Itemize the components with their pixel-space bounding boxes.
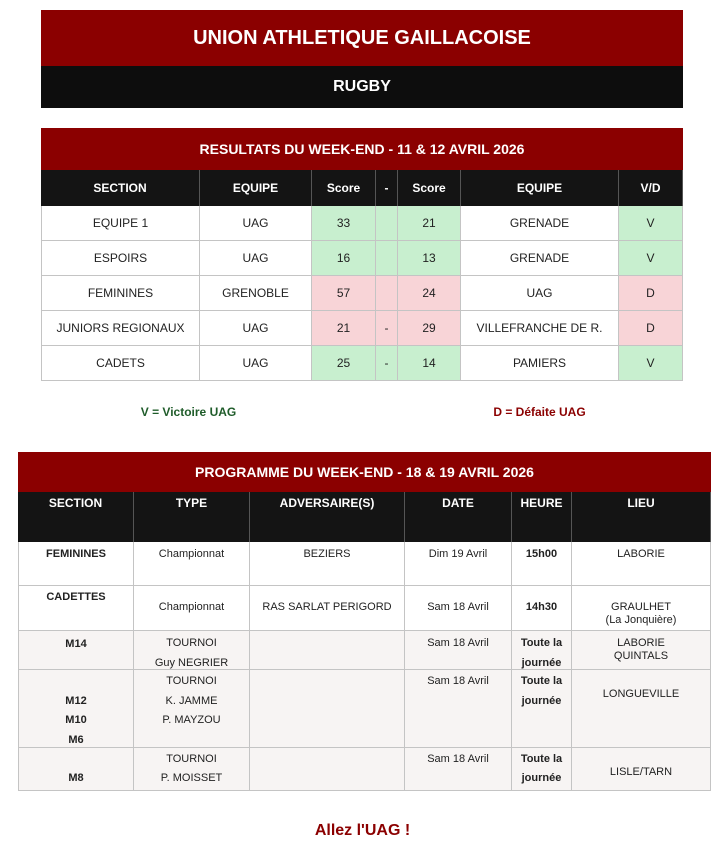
program-header-time: HEURE (512, 492, 572, 542)
program-time-line: journée (521, 772, 562, 784)
program-place-line: LABORIE (617, 548, 665, 560)
results-section-cell: CADETS (41, 346, 200, 381)
program-opponent-cell (250, 586, 405, 631)
legend-loss: D = Défaite UAG (493, 405, 586, 419)
program-type-line: Championnat (158, 548, 225, 560)
program-date-cell (405, 542, 512, 586)
program-section-cell (18, 542, 134, 586)
program-time-line: Toute la (520, 637, 563, 649)
program-time-line: journée (521, 695, 562, 707)
results-result-cell: V (619, 346, 683, 381)
results-result-cell: D (619, 276, 683, 311)
results-result-cell: V (619, 206, 683, 241)
results-result-cell: V (619, 241, 683, 276)
results-home-team-cell: GRENOBLE (200, 276, 312, 311)
program-section-cell (18, 748, 134, 791)
results-header-home-score: Score (312, 170, 376, 206)
program-time-cell (512, 670, 572, 748)
program-time-cell (512, 631, 572, 670)
results-home-team-cell: UAG (200, 346, 312, 381)
results-header-separator: - (376, 170, 398, 206)
results-home-team-cell: UAG (200, 241, 312, 276)
program-place-line: (La Jonquière) (605, 614, 677, 626)
sport-title: RUGBY (41, 66, 683, 108)
results-away-team-cell: VILLEFRANCHE DE R. (461, 311, 619, 346)
program-type-line: K. JAMME (165, 695, 218, 707)
results-away-score-cell: 13 (398, 241, 461, 276)
results-section-cell: FEMININES (41, 276, 200, 311)
program-header-section: SECTION (18, 492, 134, 542)
program-date-line: Sam 18 Avril (427, 675, 489, 687)
program-opponent-cell (250, 542, 405, 586)
program-header-date: DATE (405, 492, 512, 542)
program-type-cell (134, 670, 250, 748)
results-away-team-cell: GRENADE (461, 206, 619, 241)
program-place-line: QUINTALS (613, 650, 669, 662)
program-date-line: Sam 18 Avril (427, 601, 489, 613)
results-section-cell: ESPOIRS (41, 241, 200, 276)
program-section-cell (18, 631, 134, 670)
program-time-line: journée (521, 657, 562, 669)
program-type-line: TOURNOI (166, 637, 217, 649)
program-place-line: LISLE/TARN (609, 766, 673, 778)
results-away-score-cell: 24 (398, 276, 461, 311)
results-header-away-score: Score (398, 170, 461, 206)
program-type-line: Guy NEGRIER (154, 657, 229, 669)
program-place-line: LONGUEVILLE (602, 688, 680, 700)
program-date-cell (405, 670, 512, 748)
program-place-line: GRAULHET (611, 601, 671, 613)
results-separator-cell (376, 206, 398, 241)
results-away-score-cell: 29 (398, 311, 461, 346)
program-time-cell (512, 586, 572, 631)
results-home-team-cell: UAG (200, 311, 312, 346)
program-type-cell (134, 586, 250, 631)
results-separator-cell (376, 276, 398, 311)
results-separator-cell: - (376, 346, 398, 381)
program-place-cell (572, 631, 711, 670)
program-place-cell (572, 586, 711, 631)
results-result-cell: D (619, 311, 683, 346)
program-time-line: Toute la (520, 675, 563, 687)
program-date-line: Dim 19 Avril (428, 548, 488, 560)
results-home-score-cell: 57 (312, 276, 376, 311)
program-place-line: LABORIE (617, 637, 665, 649)
results-away-team-cell: UAG (461, 276, 619, 311)
results-away-score-cell: 14 (398, 346, 461, 381)
program-section-cell (18, 586, 134, 631)
program-opponent-cell (250, 748, 405, 791)
program-section-cell (18, 670, 134, 748)
program-type-cell (134, 542, 250, 586)
program-time-line: Toute la (520, 753, 563, 765)
program-place-cell (572, 748, 711, 791)
results-header-section: SECTION (41, 170, 200, 206)
program-section-line: FEMININES (46, 548, 106, 560)
results-section-cell: EQUIPE 1 (41, 206, 200, 241)
program-section-line: M14 (65, 638, 87, 650)
program-section-line: CADETTES (46, 591, 106, 603)
program-type-cell (134, 631, 250, 670)
program-type-line: Championnat (158, 601, 225, 613)
results-away-team-cell: GRENADE (461, 241, 619, 276)
program-title: PROGRAMME DU WEEK-END - 18 & 19 AVRIL 2026 (18, 452, 711, 492)
results-home-score-cell: 21 (312, 311, 376, 346)
program-place-cell (572, 670, 711, 748)
program-section-line: M6 (68, 734, 84, 746)
program-section-line: M8 (68, 772, 84, 784)
results-home-score-cell: 33 (312, 206, 376, 241)
footer-slogan: Allez l'UAG ! (314, 822, 411, 839)
results-separator-cell: - (376, 311, 398, 346)
program-date-cell (405, 748, 512, 791)
program-opponent-line: BEZIERS (303, 548, 351, 560)
program-opponent-cell (250, 631, 405, 670)
results-section-cell: JUNIORS REGIONAUX (41, 311, 200, 346)
results-header-result: V/D (619, 170, 683, 206)
results-title: RESULTATS DU WEEK-END - 11 & 12 AVRIL 2026 (41, 128, 683, 170)
program-type-line: TOURNOI (166, 675, 217, 687)
program-header-place: LIEU (572, 492, 711, 542)
program-type-line: TOURNOI (166, 753, 217, 765)
results-away-team-cell: PAMIERS (461, 346, 619, 381)
program-opponent-line: RAS SARLAT PERIGORD (262, 601, 392, 613)
results-away-score-cell: 21 (398, 206, 461, 241)
results-home-score-cell: 16 (312, 241, 376, 276)
program-section-line: M12 (65, 695, 87, 707)
results-separator-cell (376, 241, 398, 276)
program-date-cell (405, 631, 512, 670)
results-home-team-cell: UAG (200, 206, 312, 241)
program-date-line: Sam 18 Avril (427, 637, 489, 649)
results-home-score-cell: 25 (312, 346, 376, 381)
program-header-type: TYPE (134, 492, 250, 542)
program-header-opponent: ADVERSAIRE(S) (250, 492, 405, 542)
program-type-cell (134, 748, 250, 791)
program-date-line: Sam 18 Avril (427, 753, 489, 765)
results-header-away-team: EQUIPE (461, 170, 619, 206)
legend-win: V = Victoire UAG (140, 405, 237, 419)
program-time-cell (512, 542, 572, 586)
program-time-line: 15h00 (525, 548, 558, 560)
program-time-line: 14h30 (525, 601, 558, 613)
program-opponent-cell (250, 670, 405, 748)
program-section-line: M10 (65, 714, 87, 726)
program-place-cell (572, 542, 711, 586)
club-title: UNION ATHLETIQUE GAILLACOISE (41, 10, 683, 66)
program-type-line: P. MOISSET (160, 772, 223, 784)
program-time-cell (512, 748, 572, 791)
program-date-cell (405, 586, 512, 631)
results-header-home-team: EQUIPE (200, 170, 312, 206)
program-type-line: P. MAYZOU (162, 714, 221, 726)
